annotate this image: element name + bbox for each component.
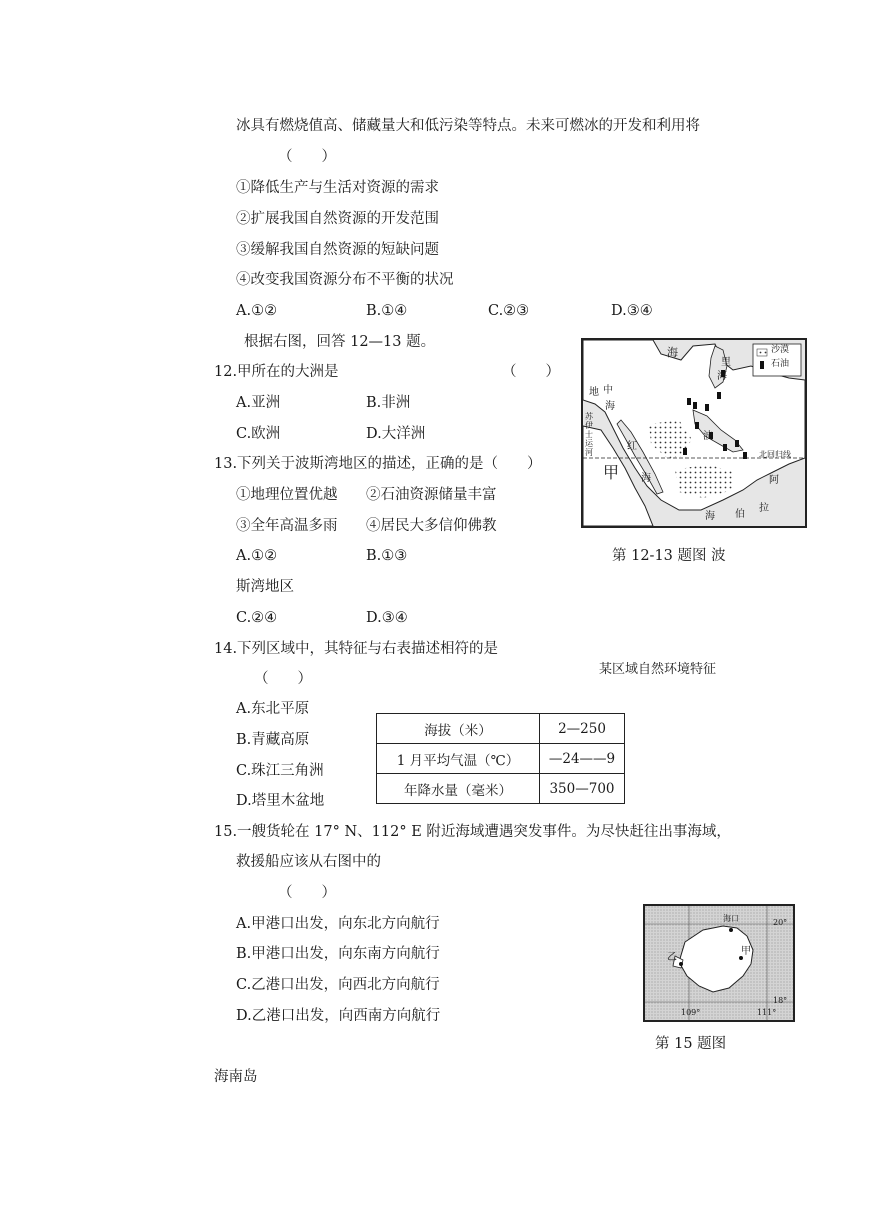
q11-option-c: C.②③ xyxy=(488,303,530,319)
q13-option-a: A.①② xyxy=(236,548,278,564)
q11-option-a: A.①② xyxy=(236,303,278,319)
q11-option-d: D.③④ xyxy=(611,303,653,319)
map-label: 海 xyxy=(641,473,651,484)
map-label: 海 xyxy=(667,346,678,359)
map1-caption: 第 12-13 题图 波 xyxy=(612,548,726,564)
q12-option-d: D.大洋洲 xyxy=(366,426,426,442)
map-label: 波 xyxy=(703,431,713,442)
q12-option-c: C.欧洲 xyxy=(236,426,281,442)
q14-answer-paren: （ ） xyxy=(254,671,312,687)
q14-table-title: 某区域自然环境特征 xyxy=(599,662,717,677)
table-cell: 2—250 xyxy=(540,714,625,744)
q12-option-a: A.亚洲 xyxy=(236,395,281,411)
q15-answer-paren: （ ） xyxy=(278,885,336,901)
q13-item: ③全年高温多雨 xyxy=(236,518,338,534)
table-cell: 1 月平均气温（℃） xyxy=(377,744,540,774)
q12-option-b: B.非洲 xyxy=(366,395,411,411)
label-lon111: 111° xyxy=(757,1008,777,1017)
q11-item: ④改变我国资源分布不平衡的状况 xyxy=(236,272,454,288)
map-label: 地 xyxy=(589,387,599,398)
map2-caption-cont: 海南岛 xyxy=(214,1069,258,1085)
q14-option-d: D.塔里木盆地 xyxy=(236,793,325,809)
q11-item: ②扩展我国自然资源的开发范围 xyxy=(236,211,439,227)
hainan-map xyxy=(643,904,795,1022)
q11-answer-paren: （ ） xyxy=(278,149,336,165)
q13-option-b: B.①③ xyxy=(366,548,408,564)
legend-oil: 石油 xyxy=(771,359,790,369)
q13-item: ②石油资源储量丰富 xyxy=(366,487,497,503)
label-lat18: 18° xyxy=(773,996,788,1005)
q15-option-c: C.乙港口出发，向西北方向航行 xyxy=(236,977,440,993)
table-row xyxy=(377,744,625,774)
q13-option-c: C.②④ xyxy=(236,610,278,626)
map-label: 拉 xyxy=(759,503,769,514)
table-row xyxy=(377,774,625,804)
q12-stem: 12.甲所在的大洲是 xyxy=(214,364,339,380)
map-label-jia: 甲 xyxy=(603,463,620,482)
intro-12-13: 根据右图，回答 12—13 题。 xyxy=(244,334,436,350)
label-yi: 乙 xyxy=(667,952,677,963)
q11-stem: 冰具有燃烧值高、储藏量大和低污染等特点。未来可燃冰的开发和利用将 xyxy=(236,118,700,134)
map2-caption: 第 15 题图 xyxy=(655,1036,727,1052)
q15-option-b: B.甲港口出发，向东南方向航行 xyxy=(236,946,440,962)
table-row xyxy=(377,714,625,744)
label-haikou: 海口 xyxy=(723,914,739,923)
q15-option-d: D.乙港口出发，向西南方向航行 xyxy=(236,1008,441,1024)
q15-stem-cont: 救援船应该从右图中的 xyxy=(236,854,381,870)
map-label: 海 xyxy=(705,511,715,522)
map-label: 中 xyxy=(603,385,613,396)
environment-table xyxy=(376,713,625,804)
q14-stem: 14.下列区域中，其特征与右表描述相符的是 xyxy=(214,641,499,657)
legend-desert: 沙漠 xyxy=(771,345,790,355)
table-cell: 350—700 xyxy=(540,774,625,804)
map-label-suez: 苏伊士运河 xyxy=(585,412,593,457)
persian-gulf-map xyxy=(581,338,807,528)
table-cell: 年降水量（毫米） xyxy=(377,774,540,804)
label-lon109: 109° xyxy=(681,1008,701,1017)
q15-option-a: A.甲港口出发，向东北方向航行 xyxy=(236,916,440,932)
map-label-tropic: 北回归线 xyxy=(759,450,791,459)
map-label: 里 xyxy=(721,357,731,368)
map-label: 海 xyxy=(717,371,727,382)
q12-answer-paren: （ ） xyxy=(502,364,560,380)
q13-stem: 13.下列关于波斯湾地区的描述，正确的是（ ） xyxy=(214,456,542,472)
q15-stem: 15.一艘货轮在 17° N、112° E 附近海域遭遇突发事件。为尽快赶往出事海域， xyxy=(214,824,731,840)
q14-option-b: B.青藏高原 xyxy=(236,732,310,748)
table-cell: 海拔（米） xyxy=(377,714,540,744)
map-label: 海 xyxy=(605,401,615,412)
table-cell: —24——9 xyxy=(540,744,625,774)
q11-option-b: B.①④ xyxy=(366,303,408,319)
q13-item: ①地理位置优越 xyxy=(236,487,338,503)
q13-option-d: D.③④ xyxy=(366,610,408,626)
q13-item: ④居民大多信仰佛教 xyxy=(366,518,497,534)
map-label: 红 xyxy=(627,441,637,452)
q14-option-c: C.珠江三角洲 xyxy=(236,763,324,779)
map1-caption-cont: 斯湾地区 xyxy=(236,579,294,595)
q14-option-a: A.东北平原 xyxy=(236,701,310,717)
label-lat20: 20° xyxy=(773,918,788,927)
map-label: 伯 xyxy=(735,509,745,520)
q11-item: ①降低生产与生活对资源的需求 xyxy=(236,180,439,196)
q11-item: ③缓解我国自然资源的短缺问题 xyxy=(236,242,439,258)
label-jia: 甲 xyxy=(741,946,751,957)
map-label: 阿 xyxy=(769,475,779,486)
